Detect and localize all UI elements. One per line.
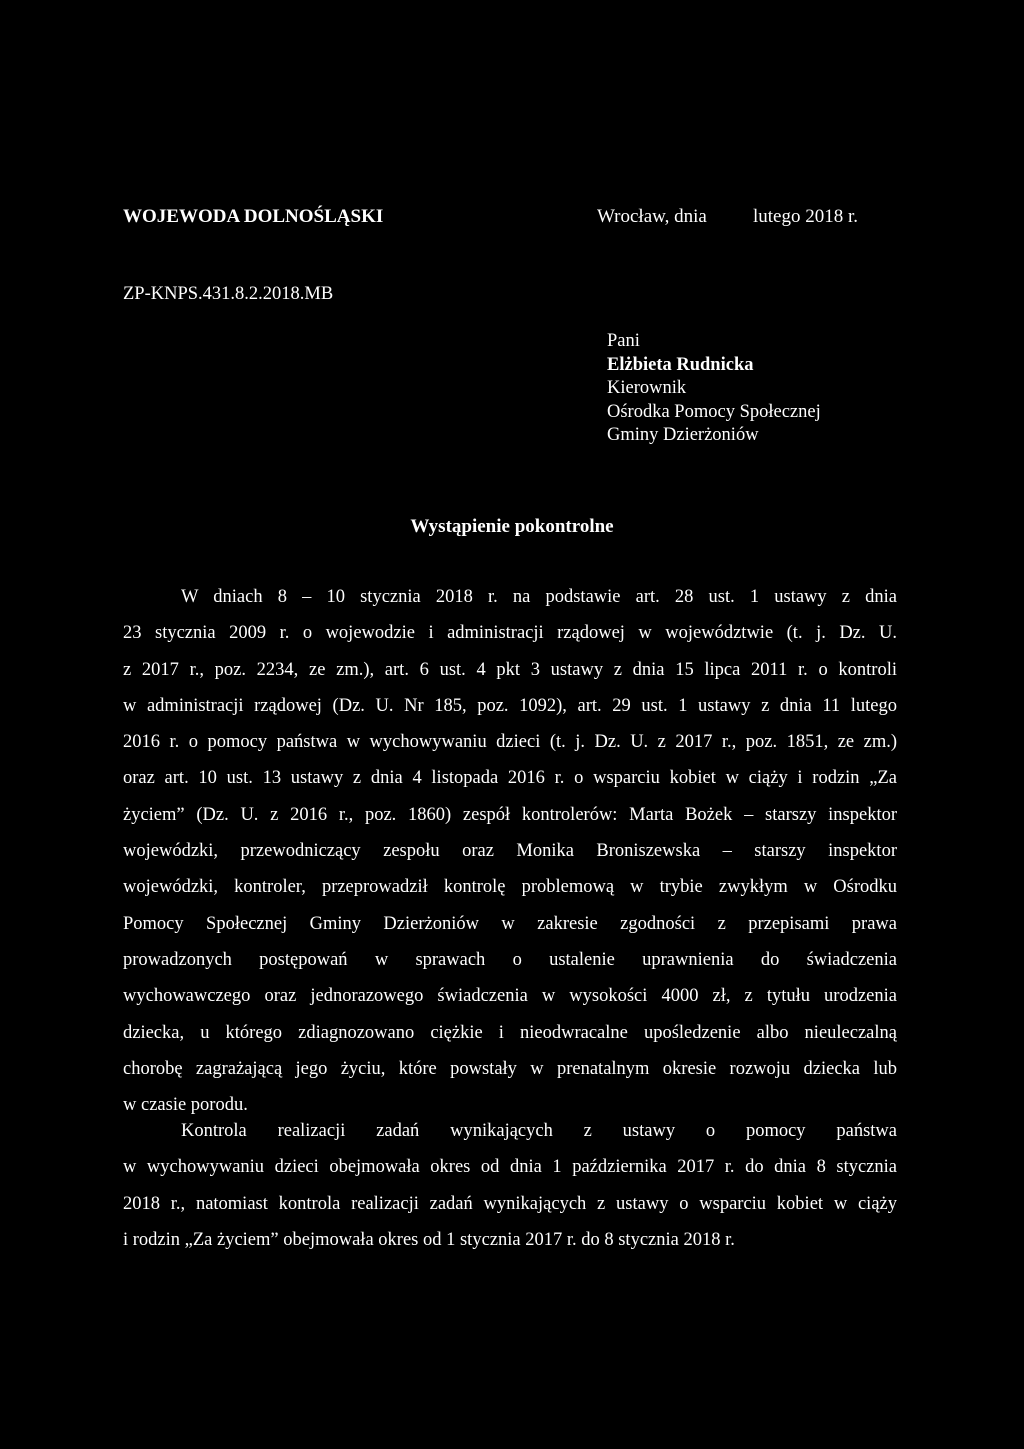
paragraph-line: w administracji rządowej (Dz. U. Nr 185, poz. 1092), art. 29 ust. 1 ustawy z dnia 11 lutego [123,695,897,716]
body-paragraph-2 [123,1113,897,1258]
paragraph-line: chorobę zagrażającą jego życiu, które powstały w prenatalnym okresie rozwoju dziecka lub [123,1058,897,1079]
recipient-organization-line2: Gminy Dzierżoniów [607,425,759,445]
recipient-block [607,330,821,448]
paragraph-line: W dniach 8 – 10 stycznia 2018 r. na podstawie art. 28 ust. 1 ustawy z dnia [181,587,897,607]
recipient-salutation: Pani [607,331,640,351]
paragraph-line: i rodzin „Za życiem” obejmowała okres od 1 stycznia 2017 r. do 8 stycznia 2018 r. [123,1229,735,1250]
paragraph-line: w wychowywaniu dzieci obejmowała okres od dnia 1 października 2017 r. do dnia 8 stycznia [123,1157,897,1178]
recipient-title: Kierownik [607,378,687,398]
paragraph-line: w czasie porodu. [123,1095,248,1116]
paragraph-line: Kontrola realizacji zadań wynikających z ustawy o pomocy państwa [181,1121,897,1141]
body-paragraph-1 [123,579,897,1123]
issuer-name: WOJEWODA DOLNOŚLĄSKI [123,206,384,227]
paragraph-line: prowadzonych postępowań w sprawach o ustalenie uprawnienia do świadczenia [123,949,897,970]
paragraph-line: 2016 r. o pomocy państwa w wychowywaniu dzieci (t. j. Dz. U. z 2017 r., poz. 1851, ze zm.) [123,732,897,753]
paragraph-line: wychowawczego oraz jednorazowego świadczenia w wysokości 4000 zł, z tytułu urodzenia [123,986,897,1007]
paragraph-line: oraz art. 10 ust. 13 ustawy z dnia 4 listopada 2016 r. o wsparciu kobiet w ciąży i rodzin „Za [123,768,897,789]
date-month-year: lutego 2018 r. [753,206,859,227]
recipient-name: Elżbieta Rudnicka [607,354,754,375]
paragraph-line: Pomocy Społecznej Gminy Dzierżoniów w zakresie zgodności z przepisami prawa [123,913,897,934]
document-title: Wystąpienie pokontrolne [410,516,614,537]
paragraph-line: dziecka, u którego zdiagnozowano ciężkie i nieodwracalne upośledzenie albo nieuleczalną [123,1022,897,1043]
place-date-prefix: Wrocław, dnia [597,206,707,227]
paragraph-line: z 2017 r., poz. 2234, ze zm.), art. 6 ust. 4 pkt 3 ustawy z dnia 15 lipca 2011 r. o kontroli [123,659,897,680]
recipient-organization-line1: Ośrodka Pomocy Społecznej [607,401,821,422]
paragraph-line: wojewódzki, kontroler, przeprowadził kontrolę problemową w trybie zwykłym w Ośrodku [123,877,897,898]
paragraph-line: 2018 r., natomiast kontrola realizacji zadań wynikających z ustawy o wsparciu kobiet w ciąży [123,1193,897,1214]
paragraph-line: 23 stycznia 2009 r. o wojewodzie i administracji rządowej w województwie (t. j. Dz. U. [123,623,897,644]
paragraph-line: życiem” (Dz. U. z 2016 r., poz. 1860) zespół kontrolerów: Marta Bożek – starszy inspektor [123,804,897,825]
reference-number: ZP-KNPS.431.8.2.2018.MB [123,284,334,304]
paragraph-line: wojewódzki, przewodniczący zespołu oraz Monika Broniszewska – starszy inspektor [123,841,897,862]
